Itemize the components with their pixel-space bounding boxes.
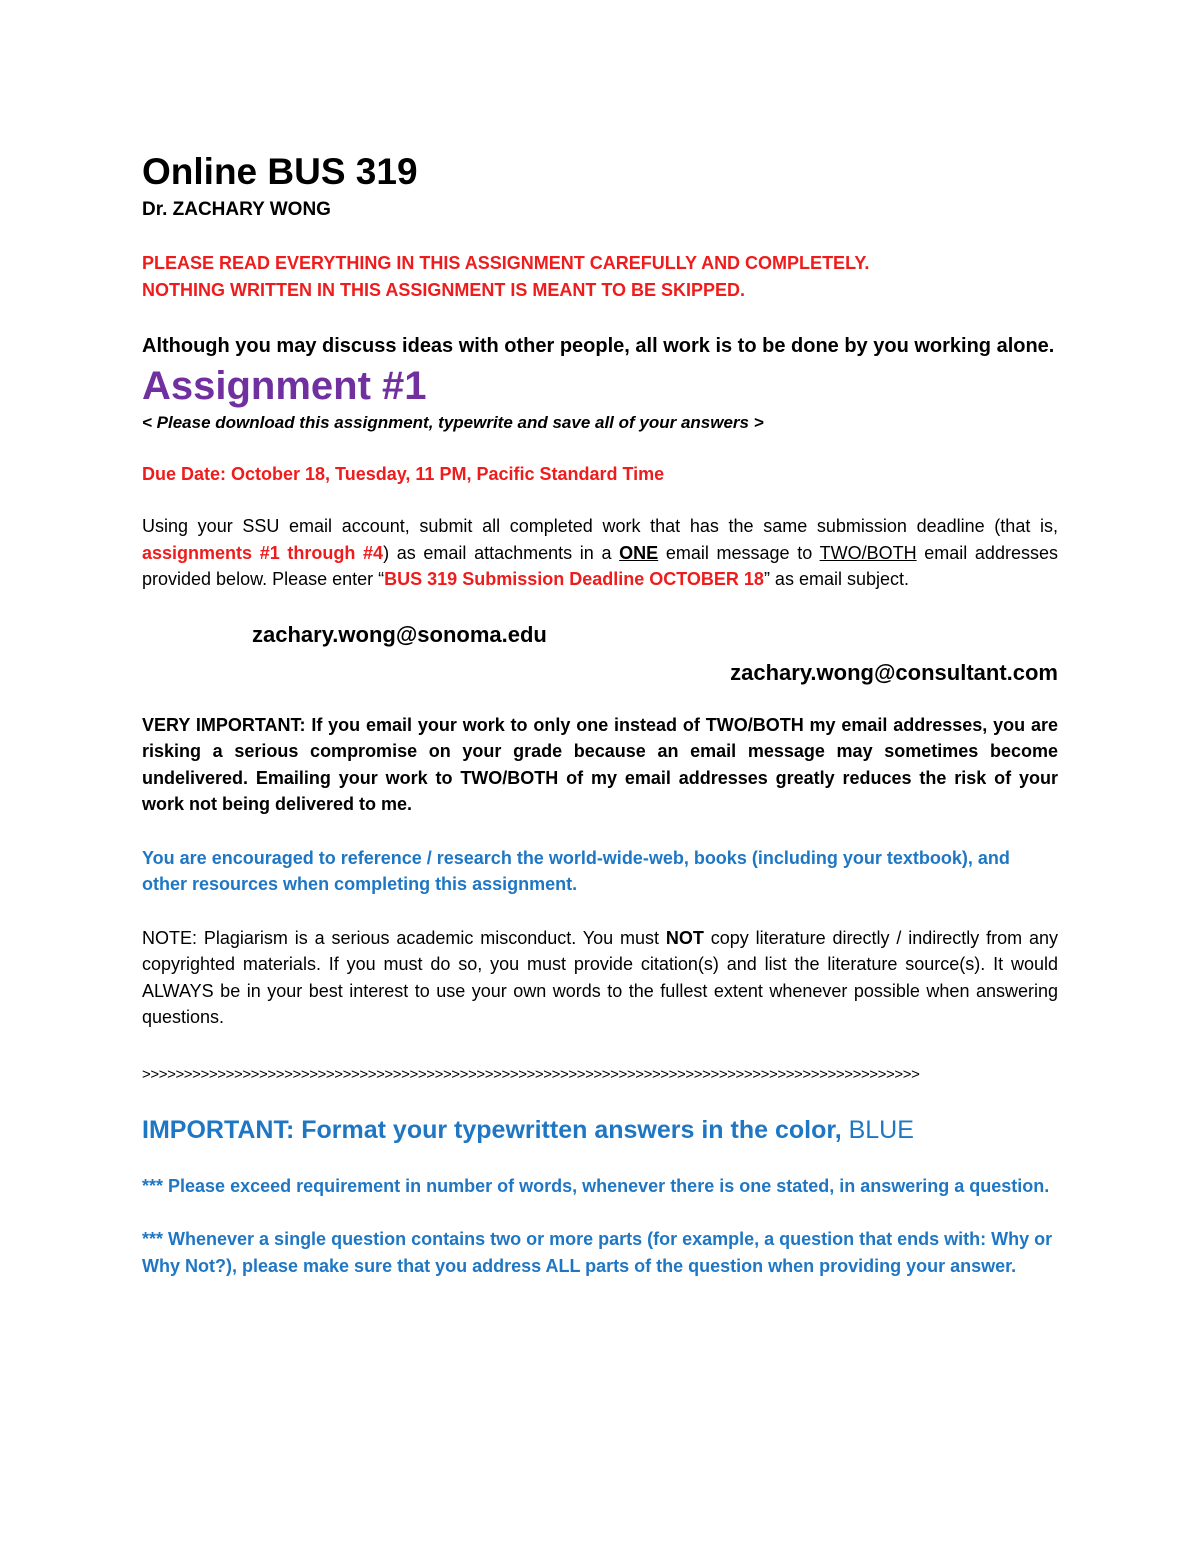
one-emphasis: ONE — [619, 542, 659, 563]
assignments-range: assignments #1 through #4 — [142, 542, 384, 563]
submission-text-1: Using your SSU email account, submit all completed work that has the same submission deadline (that is, — [142, 516, 1058, 536]
warning-line-2: NOTHING WRITTEN IN THIS ASSIGNMENT IS MEANT TO BE SKIPPED. — [142, 280, 746, 300]
plagiarism-text-1: NOTE: Plagiarism is a serious academic misconduct. You must — [142, 927, 666, 948]
email-subject: BUS 319 Submission Deadline OCTOBER 18 — [384, 569, 764, 589]
collaboration-note: Although you may discuss ideas with other people, all work is to be done by you working alone. — [142, 335, 1055, 357]
submission-text-5: ” as email subject. — [763, 569, 909, 589]
section-divider: >>>>>>>>>>>>>>>>>>>>>>>>>>>>>>>>>>>>>>>>>>>>>>>>>>>>>>>>>>>>>>>>>>>>>>>>>>>>>>>>>>>>>>>>>>>>> — [142, 1065, 920, 1083]
two-both-emphasis: TWO/BOTH — [819, 542, 917, 563]
format-heading — [142, 1114, 1058, 1146]
email-consultant[interactable]: zachary.wong@consultant.com — [730, 659, 1058, 685]
submission-text-2: ) as email attachments in a — [383, 542, 620, 563]
due-date: Due Date: October 18, Tuesday, 11 PM, Pacific Standard Time — [142, 464, 665, 484]
plagiarism-text-2: copy literature directly / indirectly from any copyrighted materials. If you must do so, you must provide citation(s) and list the literature source(s). It would ALWAYS be in your best interest to use your own words to the fullest extent whenever possible when answering questions. — [142, 927, 1058, 1027]
multi-part-rule: *** Whenever a single question contains two or more parts (for example, a question that ends with: Why or Why Not?), please make sure that you address ALL parts of the question when providing your answer. — [142, 1229, 1053, 1276]
word-count-rule: *** Please exceed requirement in number of words, whenever there is one stated, in answering a question. — [142, 1175, 1050, 1196]
not-emphasis: NOT — [665, 927, 704, 948]
read-carefully-warning — [142, 250, 1058, 304]
document-page — [142, 150, 1058, 1279]
encouragement-note: You are encouraged to reference / research the world-wide-web, books (including your textbook), and other resources when completing this assignment. — [142, 847, 1010, 894]
warning-line-1: PLEASE READ EVERYTHING IN THIS ASSIGNMENT CAREFULLY AND COMPLETELY. — [142, 253, 870, 273]
course-title: Online BUS 319 — [142, 151, 418, 192]
download-note: < Please download this assignment, typewrite and save all of your answers > — [142, 413, 764, 432]
very-important-note: VERY IMPORTANT: If you email your work to only one instead of TWO/BOTH my email addresses, you are risking a serious compromise on your grade because an email message may sometimes become undelivered. Emailing your work to TWO/BOTH of my email addresses greatly reduces the risk of your work not being delivered to me. — [142, 714, 1058, 814]
instructor-name: Dr. ZACHARY WONG — [142, 199, 331, 220]
format-heading-lead: IMPORTANT: Format your typewritten answers in the color, — [142, 1115, 842, 1144]
submission-instructions — [142, 513, 1058, 593]
plagiarism-note — [142, 925, 1058, 1031]
submission-text-4: email addresses provided below. Please enter “ — [142, 542, 1058, 589]
email-sonoma[interactable]: zachary.wong@sonoma.edu — [252, 621, 547, 647]
assignment-title: Assignment #1 — [142, 364, 427, 408]
submission-text-3: email message to — [658, 542, 820, 563]
format-heading-color: BLUE — [841, 1115, 914, 1144]
